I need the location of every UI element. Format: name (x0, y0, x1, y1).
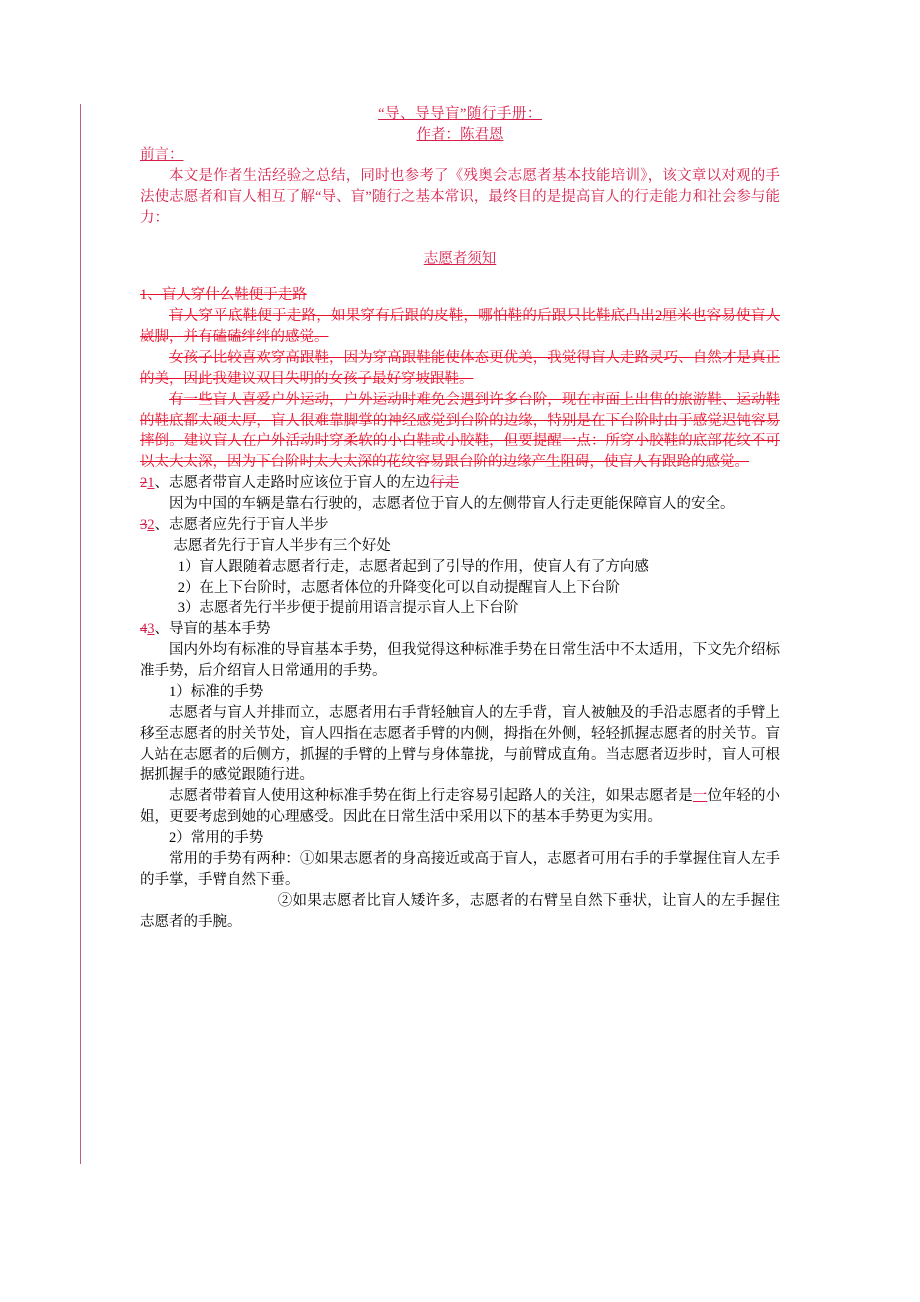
section4-sub2-heading: 2）常用的手势 (169, 830, 264, 847)
section4-sub1-paragraph-1: 志愿者与盲人并排而立，志愿者用右手背轻触盲人的左手背，盲人被触及的手沿志愿者的手臂上移至志愿者的肘关节处，盲人四指在志愿者手臂的内侧，拇指在外侧，轻轻抓握志愿者的肘关节。盲人站在志愿者的后侧方，抓握的手臂的上臂与身体靠拢，与前臂成直角。当志愿者迈步时，盲人可根据抓握手的感觉跟随行进。 (140, 704, 780, 784)
sub1-p2-part-a: 志愿者带着盲人使用这种标准手势在街上行走容易引起路人的关注，如果志愿者是 (169, 788, 693, 805)
section1-paragraph-1: 盲人穿平底鞋便于走路，如果穿有后跟的皮鞋，哪怕鞋的后跟只比鞋底凸出2厘米也容易使盲人崴脚，并有磕磕绊绊的感觉。 (140, 308, 780, 346)
section3-number-deleted: 3 (140, 516, 148, 533)
section2-number-deleted: 2 (140, 475, 148, 492)
section1-paragraph-2: 女孩子比较喜欢穿高跟鞋，因为穿高跟鞋能使体态更优美，我觉得盲人走路灵巧、自然才是真正的美，因此我建议双目失明的女孩子最好穿坡跟鞋。 (140, 349, 780, 387)
section4-sub2-paragraph-1: 常用的手势有两种：①如果志愿者的身高接近或高于盲人，志愿者可用右手的手掌握住盲人左手的手掌，手臂自然下垂。 (140, 850, 780, 888)
section3-item-1: 1）盲人跟随着志愿者行走，志愿者起到了引导的作用，使盲人有了方向感 (177, 558, 649, 575)
section1-paragraph-3: 有一些盲人喜爱户外运动，户外运动时难免会遇到许多台阶，现在市面上出售的旅游鞋、运动鞋的鞋底都太硬太厚，盲人很难靠脚掌的神经感觉到台阶的边缘，特别是在下台阶时由于感觉迟钝容易摔倒。建议盲人在户外活动时穿柔软的小白鞋或小胶鞋，但要提醒一点：所穿小胶鞋的底部花纹不可以太大太深，因为下台阶时太大太深的花纹容易跟台阶的边缘产生阻碍，使盲人有跟跄的感觉。 (140, 391, 780, 471)
document-body (140, 104, 780, 932)
section2-number-inserted: 1 (147, 475, 155, 492)
section4-number-deleted: 4 (140, 621, 148, 638)
section3-number-inserted: 2 (147, 516, 155, 533)
section3-paragraph: 志愿者先行于盲人半步有三个好处 (173, 537, 391, 554)
section3-item-2: 2）在上下台阶时，志愿者体位的升降变化可以自动提醒盲人上下台阶 (177, 579, 620, 596)
volunteer-notice-heading: 志愿者须知 (423, 250, 497, 267)
preface-paragraph: 本文是作者生活经验之总结，同时也参考了《残奥会志愿者基本技能培训》，该文章以对观的手法使志愿者和盲人相互了解“导、盲”随行之基本常识，最终目的是提高盲人的行走能力和社会参与能力： (140, 167, 780, 226)
document-title: “导、导导盲”随行手册： (378, 106, 542, 122)
section4-sub2-paragraph-2: ②如果志愿者比盲人矮许多，志愿者的右臂呈自然下垂状，让盲人的左手握住志愿者的手腕。 (140, 892, 780, 930)
section2-paragraph: 因为中国的车辆是靠右行驶的，志愿者位于盲人的左侧带盲人行走更能保障盲人的安全。 (169, 496, 735, 513)
section3-item-3: 3）志愿者先行半步便于提前用语言提示盲人上下台阶 (177, 600, 519, 617)
section4-sub1-paragraph-2 (140, 786, 780, 828)
section4-number-inserted: 3 (147, 621, 155, 638)
section3-heading (140, 515, 780, 536)
section2-heading-text: 、志愿者带盲人走路时应该位于盲人的左边 (154, 475, 430, 492)
section3-heading-text: 、志愿者应先行于盲人半步 (154, 516, 329, 533)
sub1-p2-part-b: 位年轻的小姐，更要考虑到她的心理感受。因此在日常生活中采用以下的基本手势更为实用。 (140, 788, 781, 826)
section4-heading-text: 、导盲的基本手势 (154, 621, 271, 638)
document-author: 作者：陈君恩 (416, 126, 504, 143)
section4-sub1-heading: 1）标准的手势 (169, 683, 264, 700)
section4-paragraph: 国内外均有标准的导盲基本手势，但我觉得这种标准手势在日常生活中不太适用，下文先介绍标准手势，后介绍盲人日常通用的手势。 (140, 642, 780, 680)
section2-heading-deleted-tail: 行走 (430, 475, 459, 492)
section2-heading (140, 473, 780, 494)
preface-label: 前言： (140, 147, 184, 164)
section1-heading: 1、盲人穿什么鞋便于走路 (140, 287, 307, 304)
revision-change-bar (80, 104, 81, 1164)
spacer (140, 269, 780, 285)
section4-heading (140, 619, 780, 640)
sub1-p2-inserted-word: 一 (692, 788, 708, 805)
